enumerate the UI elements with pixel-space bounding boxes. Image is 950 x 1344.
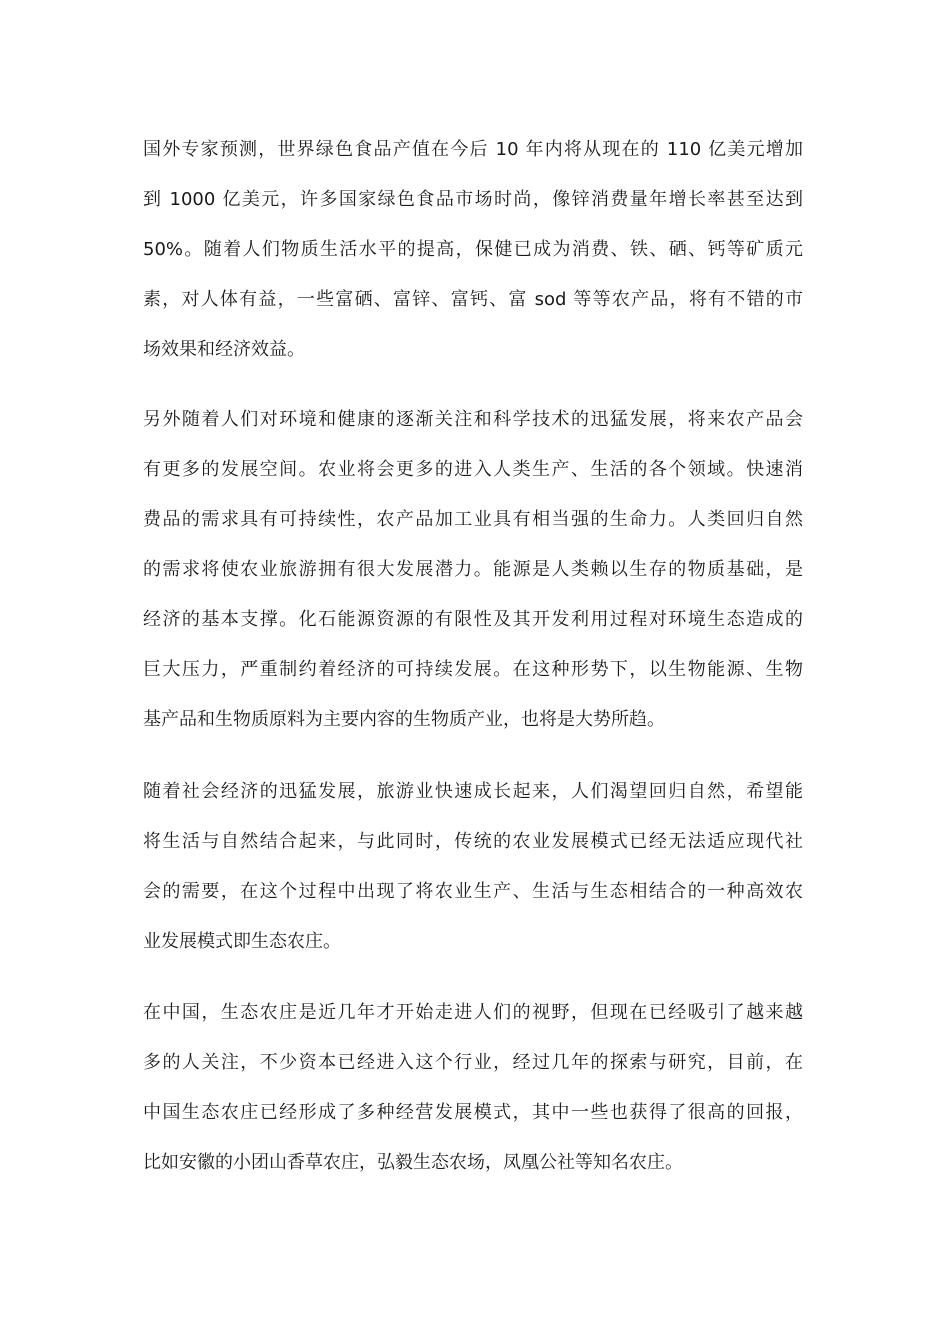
text-line: 基产品和生物质原料为主要内容的生物质产业，也将是大势所趋。	[143, 709, 665, 730]
text-line: 另外随着人们对环境和健康的逐渐关注和科学技术的迅猛发展，将来农产品会	[143, 409, 803, 430]
text-line: 到 1000 亿美元，许多国家绿色食品市场时尚，像锌消费量年增长率甚至达到	[143, 189, 803, 210]
text-line: 多的人关注，不少资本已经进入这个行业，经过几年的探索与研究，目前，在	[143, 1052, 803, 1073]
paragraph-development-space	[143, 410, 803, 760]
paragraph-eco-farm-origin	[143, 782, 803, 982]
text-line: 巨大压力，严重制约着经济的可持续发展。在这种形势下，以生物能源、生物	[143, 659, 803, 680]
text-line: 会的需要，在这个过程中出现了将农业生产、生活与生态相结合的一种高效农	[143, 881, 803, 902]
text-line: 在中国，生态农庄是近几年才开始走进人们的视野，但现在已经吸引了越来越	[143, 1002, 803, 1023]
text-line: 经济的基本支撑。化石能源资源的有限性及其开发利用过程对环境生态造成的	[143, 609, 803, 630]
text-line: 将生活与自然结合起来，与此同时，传统的农业发展模式已经无法适应现代社	[143, 831, 803, 852]
paragraph-eco-farm-china	[143, 1003, 803, 1203]
text-line: 素，对人体有益，一些富硒、富锌、富钙、富 sod 等等农产品，将有不错的市	[143, 289, 803, 310]
text-line: 50%。随着人们物质生活水平的提高，保健已成为消费、铁、硒、钙等矿质元	[143, 239, 803, 260]
text-line: 比如安徽的小团山香草农庄，弘毅生态农场，凤凰公社等知名农庄。	[143, 1152, 683, 1173]
text-line: 费品的需求具有可持续性，农产品加工业具有相当强的生命力。人类回归自然	[143, 509, 803, 530]
text-line: 业发展模式即生态农庄。	[143, 931, 341, 952]
paragraph-green-food-market	[143, 140, 803, 390]
text-line: 有更多的发展空间。农业将会更多的进入人类生产、生活的各个领域。快速消	[143, 459, 803, 480]
text-line: 中国生态农庄已经形成了多种经营发展模式，其中一些也获得了很高的回报，	[143, 1102, 803, 1123]
text-line: 的需求将使农业旅游拥有很大发展潜力。能源是人类赖以生存的物质基础，是	[143, 559, 803, 580]
text-line: 国外专家预测，世界绿色食品产值在今后 10 年内将从现在的 110 亿美元增加	[143, 139, 803, 160]
text-line: 随着社会经济的迅猛发展，旅游业快速成长起来，人们渴望回归自然，希望能	[143, 781, 803, 802]
text-line: 场效果和经济效益。	[143, 339, 305, 360]
